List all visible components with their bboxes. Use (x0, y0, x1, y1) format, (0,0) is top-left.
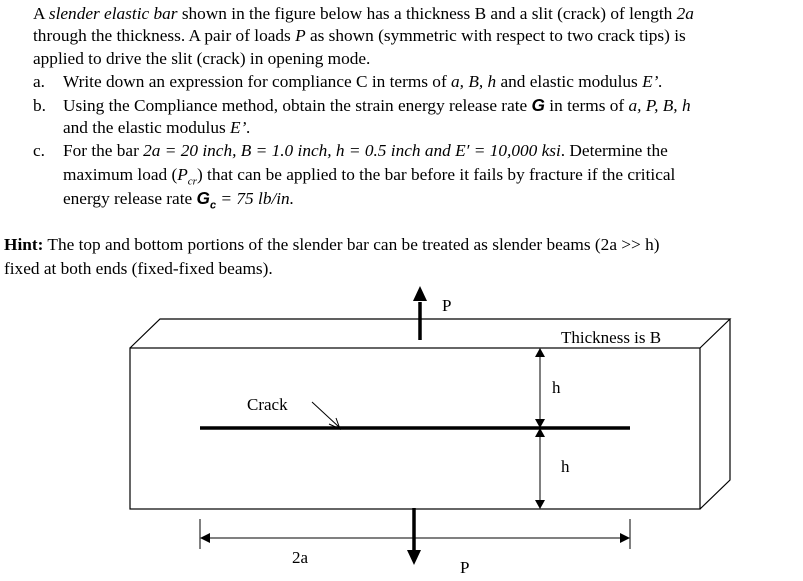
part-b-text: in terms of (544, 96, 629, 115)
bottom-load-label: P (460, 558, 470, 577)
thickness-label: Thickness is B (561, 328, 662, 347)
part-a-marker: a. (33, 72, 45, 91)
critical-energy-value: = 75 lb/in. (216, 189, 295, 208)
critical-load-symbol: P (177, 165, 188, 184)
part-a-variables: a, B, h (451, 72, 497, 91)
intro-text: through the thickness. A pair of loads (33, 26, 296, 45)
hint-text: The top and bottom portions of the slender bar can be treated as slender beams (2a >> h) (43, 235, 660, 254)
top-load-label: P (442, 296, 452, 315)
hint-label: Hint: (4, 235, 44, 254)
bar-side-face (700, 319, 730, 509)
part-c-text: ) that can be applied to the bar before it fails by fracture if the critical (196, 165, 676, 184)
part-b-text: and the elastic modulus (63, 118, 231, 137)
part-b-text: Using the Compliance method, obtain the strain energy release rate (63, 96, 532, 115)
part-c-marker: c. (33, 141, 45, 160)
part-c-text: For the bar (63, 141, 144, 160)
part-a-text: Write down an expression for compliance C in terms of (63, 72, 452, 91)
span-label: 2a (292, 548, 309, 567)
critical-energy-symbol: G (196, 188, 210, 208)
part-a-text: and elastic modulus (496, 72, 643, 91)
h-lower-label: h (561, 457, 570, 476)
intro-text: A (33, 4, 49, 23)
h-upper-arrow-top (535, 348, 545, 357)
part-b-marker: b. (33, 96, 46, 115)
part-b-variables: a, P, B, h (628, 96, 691, 115)
part-c-text: . Determine the (560, 141, 668, 160)
bottom-load-arrowhead (407, 550, 421, 565)
span-arrow-right (620, 533, 630, 543)
h-lower-arrow-bottom (535, 500, 545, 509)
intro-text: applied to drive the slit (crack) in opening mode. (33, 49, 371, 68)
top-load-arrowhead (413, 286, 427, 301)
hint-text: fixed at both ends (fixed-fixed beams). (4, 259, 273, 278)
modulus-symbol: E’. (642, 72, 663, 91)
slender-bar-term: slender elastic bar (48, 4, 178, 23)
bar-body (130, 319, 730, 509)
given-values: 2a = 20 inch, B = 1.0 inch, h = 0.5 inch and E′ = 10,000 ksi (143, 141, 561, 160)
part-c-text: maximum load ( (63, 165, 178, 184)
part-c-text: energy release rate (63, 189, 197, 208)
crack-length-term: 2a (676, 4, 694, 23)
modulus-symbol: E’. (230, 118, 251, 137)
crack-label: Crack (247, 395, 288, 414)
intro-text: as shown (symmetric with respect to two crack tips) is (305, 26, 686, 45)
load-symbol: P (295, 26, 306, 45)
intro-text: shown in the figure below has a thickness B and a slit (crack) of length (177, 4, 677, 23)
span-arrow-left (200, 533, 210, 543)
h-upper-label: h (552, 378, 561, 397)
crack-pointer (312, 402, 339, 427)
critical-energy-subscript: c (209, 199, 217, 212)
critical-load-subscript: cr (187, 175, 197, 188)
energy-release-rate-symbol: G (531, 95, 545, 115)
